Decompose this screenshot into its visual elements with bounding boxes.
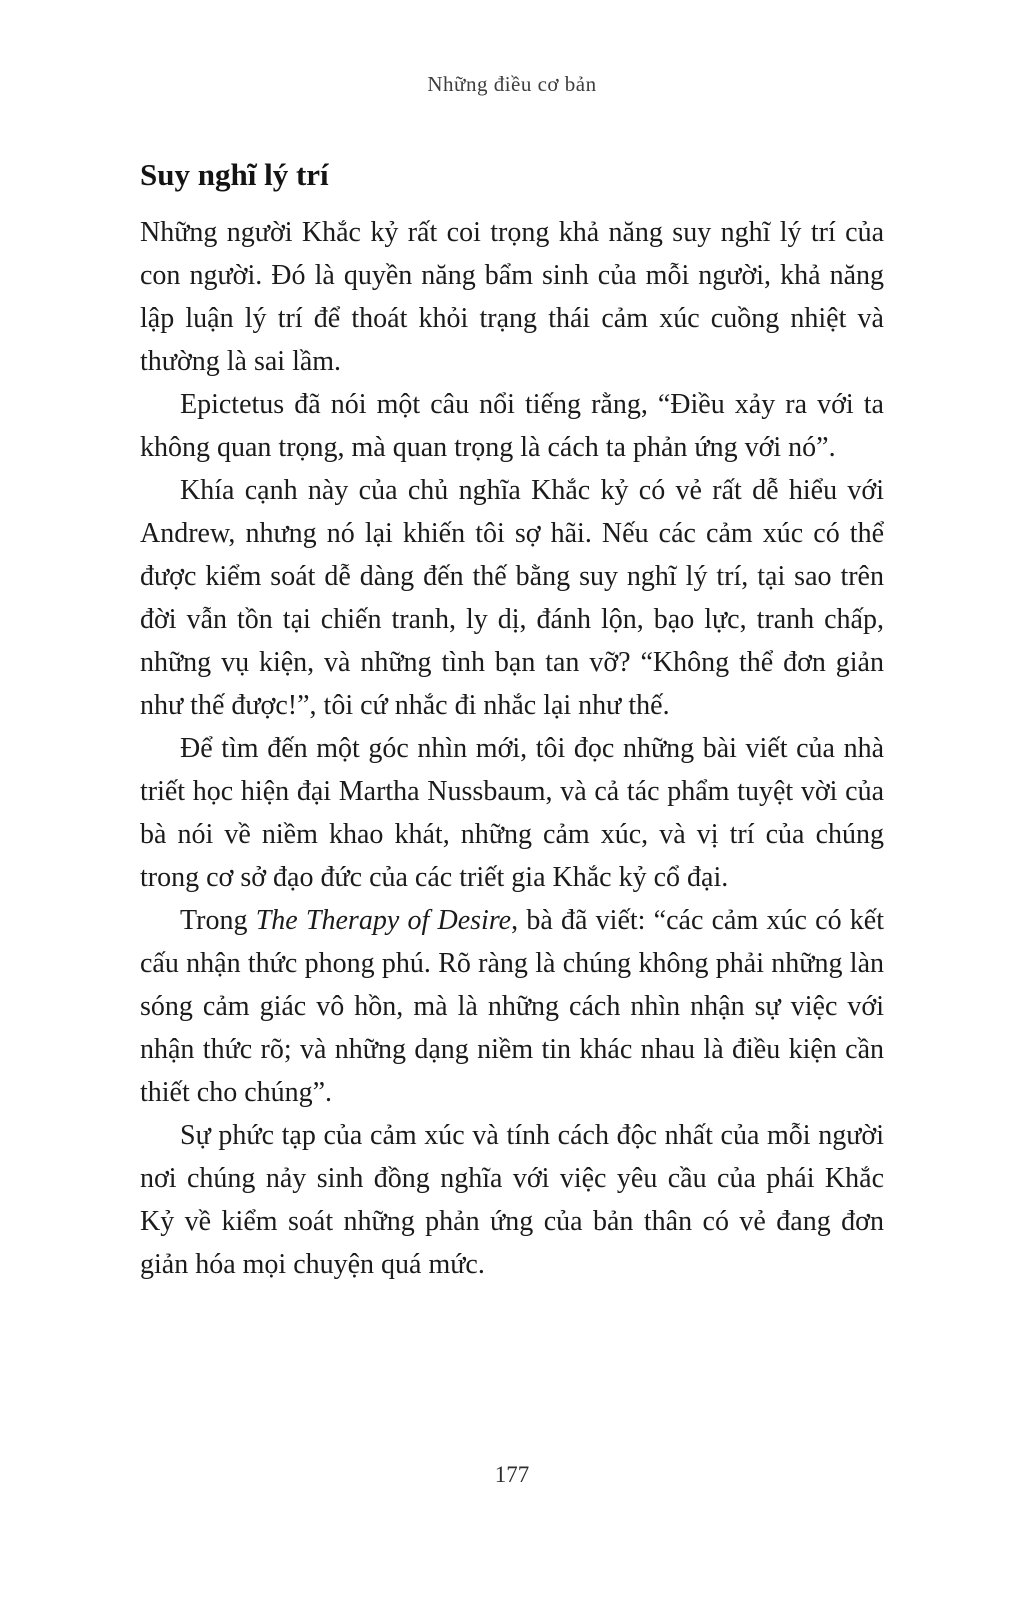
running-head: Những điều cơ bản [427, 72, 597, 96]
text-segment: Khía cạnh này của chủ nghĩa Khắc kỷ có vẻ rất dễ hiểu với Andrew, nhưng nó lại khiến tôi sợ hãi. Nếu các cảm xúc có thể được kiểm soát dễ dàng đến thế bằng suy nghĩ lý trí, tại sao trên đời vẫn tồn tại chiến tranh, ly dị, đánh lộn, bạo lực, tranh chấp, những vụ kiện, và những tình bạn tan vỡ? “Không thể đơn giản như thế được!”, tôi cứ nhắc đi nhắc lại như thế. [140, 475, 884, 722]
text-segment: Trong [180, 905, 256, 937]
paragraph [140, 469, 884, 727]
paragraph [140, 211, 884, 383]
text-segment: Để tìm đến một góc nhìn mới, tôi đọc những bài viết của nhà triết học hiện đại Martha Nussbaum, và cả tác phẩm tuyệt vời của bà nói về niềm khao khát, những cảm xúc, và vị trí của chúng trong cơ sở đạo đức của các triết gia Khắc kỷ cổ đại. [140, 733, 884, 894]
text-segment: Sự phức tạp của cảm xúc và tính cách độc nhất của mỗi người nơi chúng nảy sinh đồng nghĩa với việc yêu cầu của phái Khắc Kỷ về kiểm soát những phản ứng của bản thân có vẻ đang đơn giản hóa mọi chuyện quá mức. [140, 1120, 884, 1281]
paragraph [140, 383, 884, 469]
section-heading: Suy nghĩ lý trí [140, 157, 329, 192]
paragraph [140, 727, 884, 899]
text-segment: Epictetus đã nói một câu nổi tiếng rằng, “Điều xảy ra với ta không quan trọng, mà quan trọng là cách ta phản ứng với nó”. [140, 389, 884, 464]
paragraph [140, 899, 884, 1114]
body-text [140, 211, 884, 1286]
book-title-italic: The Therapy of Desire [255, 905, 512, 937]
text-segment: Những người Khắc kỷ rất coi trọng khả năng suy nghĩ lý trí của con người. Đó là quyền năng bẩm sinh của mỗi người, khả năng lập luận lý trí để thoát khỏi trạng thái cảm xúc cuồng nhiệt và thường là sai lầm. [140, 217, 884, 378]
text-segment: , bà đã viết: “các cảm xúc có kết cấu nhận thức phong phú. Rõ ràng là chúng không phải những làn sóng cảm giác vô hồn, mà là những cách nhìn nhận sự việc với nhận thức rõ; và những dạng niềm tin khác nhau là điều kiện cần thiết cho chúng”. [140, 905, 885, 1109]
page-number: 177 [494, 1462, 530, 1487]
paragraph [140, 1114, 884, 1286]
